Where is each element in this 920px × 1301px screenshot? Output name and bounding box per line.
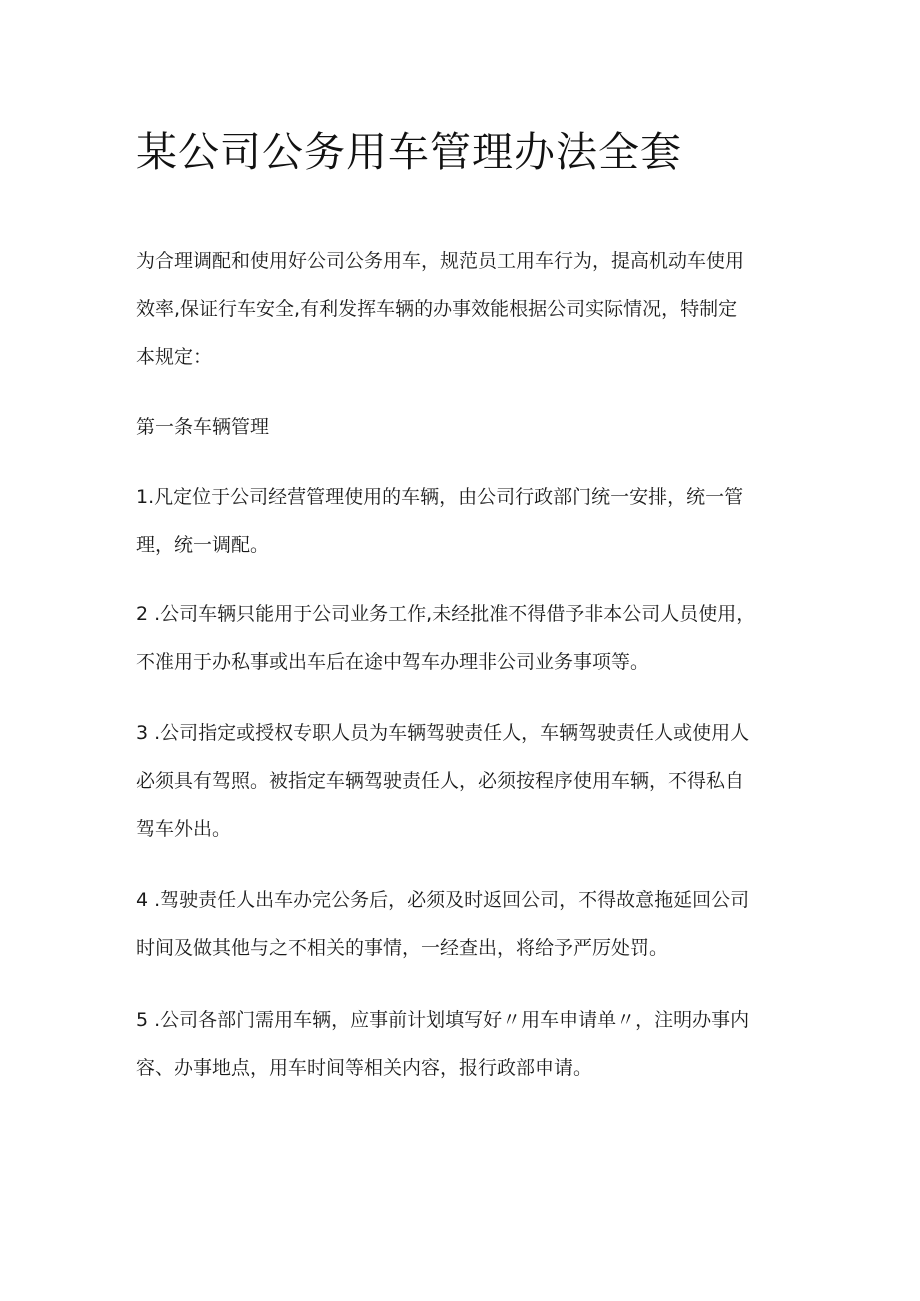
intro-line-1: 为合理调配和使用好公司公务用车，规范员工用车行为，提高机动车使用 bbox=[136, 250, 745, 272]
clause-4 bbox=[136, 876, 796, 972]
clause-2 bbox=[136, 590, 796, 686]
clause-2-line-2: 不准用于办私事或出车后在途中驾车办理非公司业务事项等。 bbox=[136, 651, 650, 673]
clause-3-line-1: 3 .公司指定或授权专职人员为车辆驾驶责任人，车辆驾驶责任人或使用人 bbox=[136, 722, 750, 744]
clause-3-line-3: 驾车外出。 bbox=[136, 818, 232, 840]
section-heading bbox=[136, 403, 796, 451]
clause-1 bbox=[136, 473, 796, 569]
section-heading-text: 第一条车辆管理 bbox=[136, 416, 270, 438]
clause-4-line-1: 4 .驾驶责任人出车办完公务后，必须及时返回公司，不得故意拖延回公司 bbox=[136, 889, 750, 911]
clause-5-line-1: 5 .公司各部门需用车辆，应事前计划填写好〃用车申请单〃，注明办事内 bbox=[136, 1009, 750, 1031]
document-title: 某公司公务用车管理办法全套 bbox=[136, 128, 682, 176]
clause-3 bbox=[136, 709, 796, 853]
clause-2-line-1: 2 .公司车辆只能用于公司业务工作,未经批准不得借予非本公司人员使用， bbox=[136, 603, 756, 625]
clause-1-line-1: 1.凡定位于公司经营管理使用的车辆，由公司行政部门统一安排，统一管 bbox=[136, 486, 744, 508]
clause-5 bbox=[136, 996, 796, 1092]
clause-3-line-2: 必须具有驾照。被指定车辆驾驶责任人，必须按程序使用车辆，不得私自 bbox=[136, 770, 745, 792]
intro-line-2: 效率,保证行车安全,有利发挥车辆的办事效能根据公司实际情况，特制定 bbox=[136, 298, 738, 320]
clause-1-line-2: 理，统一调配。 bbox=[136, 534, 270, 556]
intro-line-3: 本规定： bbox=[136, 346, 213, 368]
clause-5-line-2: 容、办事地点，用车时间等相关内容，报行政部申请。 bbox=[136, 1057, 593, 1079]
intro-paragraph bbox=[136, 237, 796, 381]
clause-4-line-2: 时间及做其他与之不相关的事情，一经查出，将给予严厉处罚。 bbox=[136, 937, 669, 959]
